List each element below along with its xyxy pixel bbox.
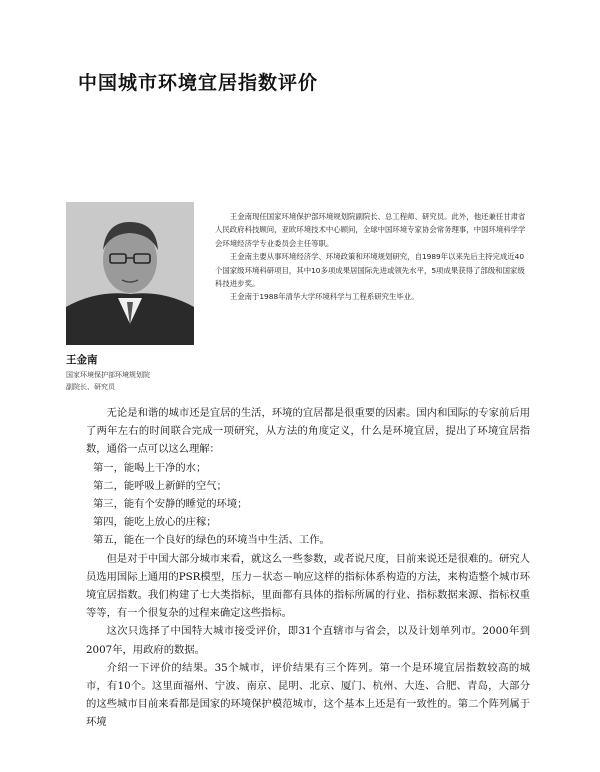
list-item: 第四，能吃上放心的庄稼；: [93, 516, 217, 529]
author-role-line: 国家环境保护部环境规划院: [66, 371, 150, 379]
author-role: [66, 370, 216, 393]
author-role-line: 副院长、研究员: [66, 382, 115, 391]
body-paragraph: 无论是和谐的城市还是宜居的生活，环境的宜居都是很重要的因素。国内和国际的专家前后用了两年左右的时间联合完成一项研究，从方法的角度定义，什么是环境宜居，提出了环境宜居指数，通俗一点可以这么理解：: [86, 407, 530, 456]
list-item: 第五，能在一个良好的绿色的环境当中生活、工作。: [93, 534, 330, 547]
list-item: 第三，能有个安静的睡觉的环境；: [93, 498, 248, 511]
body-paragraph: 这次只选择了中国特大城市接受评价，即31个直辖市与省会，以及计划单列市。2000年到2007年，用政府的数据。: [86, 625, 530, 656]
author-bio: [215, 210, 527, 304]
bio-paragraph: 王金南现任国家环境保护部环境规划院副院长、总工程师、研究员。此外，他还兼任甘肃省人民政府科技顾问，亚欧环境技术中心顾问，全球中国环境专家协会常务理事，中国环境科学学会环境经济学专业委员会主任等职。: [215, 212, 526, 248]
body-paragraph: 介绍一下评价的结果。35个城市，评价结果有三个阵列。第一个是环境宜居指数较高的城市，有10个。这里面福州、宁波、南京、昆明、北京、厦门、杭州、大连、合肥、青岛，大部分的这些城市目前来看都是国家的环境保护模范城市，这个基本上还是有一致性的。第二个阵列属于环境: [86, 661, 530, 729]
article-body: [86, 404, 530, 732]
bio-paragraph: 王金南主要从事环境经济学、环境政策和环境规划研究，自1989年以来先后主持完成近40个国家级环境科研项目，其中10多项成果居国际先进或领先水平，5项成果获得了部级和国家级科技进步奖。: [215, 252, 525, 289]
bio-paragraph: 王金南于1988年清华大学环境科学与工程系研究生毕业。: [229, 292, 419, 302]
body-paragraph: 但是对于中国大部分城市来看，就这么一些参数，或者说尺度，目前来说还是很难的。研究人员选用国际上通用的PSR模型，压力－状态－响应这样的指标体系构造的方法，来构造整个城市环境宜居指数。我们构建了七大类指标，里面都有具体的指标所属的行业、指标数据来源、指标权重等等，有一个很复杂的过程来确定这些指标。: [86, 552, 530, 620]
author-name: 王金南: [66, 354, 98, 366]
list-item: 第二，能呼吸上新鲜的空气；: [93, 479, 227, 492]
author-photo: [66, 202, 194, 345]
list-item: 第一，能喝上干净的水；: [93, 461, 207, 474]
page-title: 中国城市环境宜居指数评价: [78, 72, 319, 94]
